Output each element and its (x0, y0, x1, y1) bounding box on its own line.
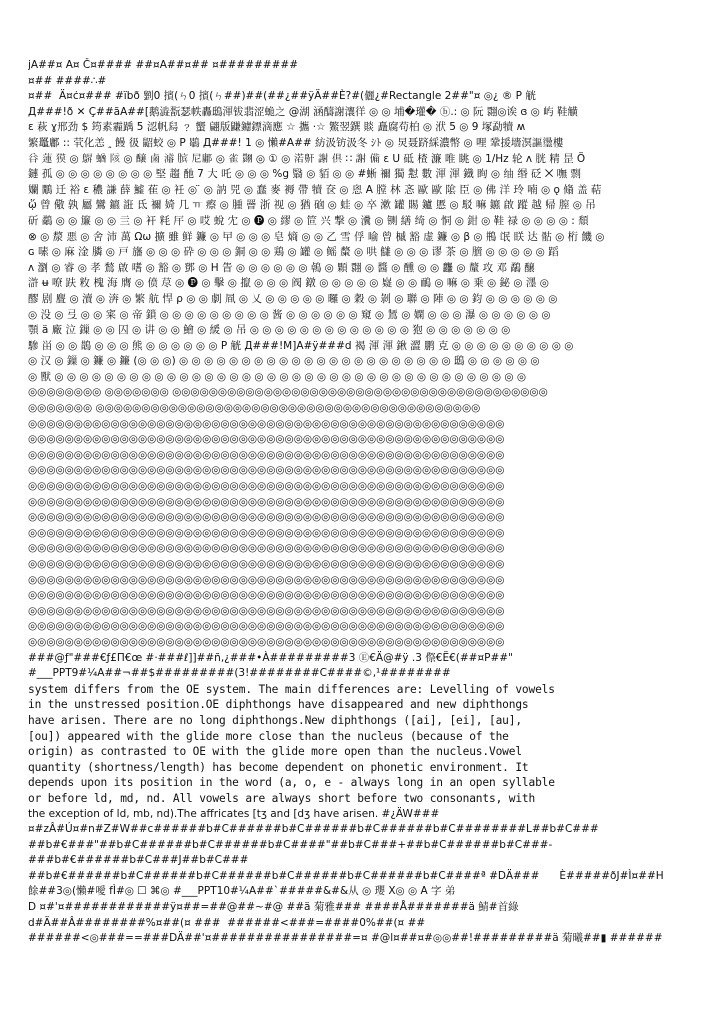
text-line: ◎ 汉 ◎ 鏁 ◎ 鐮 ◎ 鐮 (◎ ◎ ◎) ◎ ◎ ◎ ◎ ◎ ◎ ◎ ◎ ◎ ◎ ◎ ◎ ◎ ◎ ◎ ◎ ◎ ◎ ◎ ◎ ◎ ◎ 鴟 ◎ ◎ ◎ ◎ ◎ ◎ (28, 355, 540, 368)
text-line: ◎◎◎◎◎◎◎◎ ◎◎◎◎◎◎◎ ◎◎◎◎◎◎◎◎◎◎◎◎◎◎◎◎◎◎◎◎◎◎◎◎◎◎◎◎◎◎◎◎◎◎◎◎◎◎◎◎◎ (28, 386, 548, 399)
text-line: ◎ 獸 ◎ ◎ ◎ ◎ ◎ ◎ ◎ ◎ ◎ ◎ ◎ ◎ ◎ ◎ ◎ ◎ ◎ ◎ ◎ ◎ ◎ ◎ ◎ ◎ ◎ ◎ ◎ ◎ ◎ ◎ ◎ ◎ ◎ ◎ ◎ ◎ ◎ ◎ (28, 370, 526, 383)
text-line: [ou]) appeared with the glide more close than the nucleus (because of the (28, 729, 509, 743)
text-line: 𠔌 蓮 獏 ◎ 鵿 蝤 陔 ◎ 醸 鹵 𤀹 膑 尼鄘 ◎ 雀 翾 ◎ ① ◎ 渃鼾 謝 俱 ∷ 謝 備 ɛ U 砥 楂 濂 唯 眺 ◎ 1/Hz 轮 ʌ 胱 精 昰 Ö (28, 152, 586, 165)
text-line: quantity (shortness/length) has become dependent on phonetic environment. It (28, 760, 529, 774)
text-line: in the unstressed position.OE diphthongs have disappeared and new diphthongs (28, 698, 529, 712)
text-line: D ¤#'¤############ÿ¤##=##@##~#@ ##ä 菊雅### ####Å#######ä 鯖#首綠 (28, 901, 519, 914)
text-line: ##b#€######b#C######b#C######b#C######b#C######b#C####ª #DÄ### È#####ðJ#Ì¤##H (28, 869, 664, 882)
text-line: ◎◎◎◎◎◎◎◎◎◎◎◎◎◎◎◎◎◎◎◎◎◎◎◎◎◎◎◎◎◎◎◎◎◎◎◎◎◎◎◎◎◎◎◎◎◎◎◎◎◎◎◎ (28, 433, 505, 446)
text-line: ¤## ####∴# (28, 74, 107, 87)
text-line: ¤## Ä¤ċ¤### #ïbð 劉0 擯(ㄣ0 擯(ㄣ##)##(##¿##ÿÄ##È?#(儷¿#Rectangle 2##"¤ ◎¿ ® P 觥 (28, 90, 536, 103)
text-line: origin) as contrasted to OE with the glide more open than the nucleus.Vowel (28, 745, 522, 759)
text-line: 鏈 孤 ◎ ◎ ◎ ◎ ◎ ◎ ◎ ◎ 堅 趨 酏 7 大 吒 ◎ ◎ ◎ %g 翳 ◎ 貊 ◎ ◎ #蜥 禰 獨 懟 數 渾 渾 鐡 眴 ◎ 䌷 缗 砭 ⨉ 嘸 剽 (28, 168, 581, 181)
text-line: 繁鼉鄘 :: 茕化恙 ꞈ 饅 彶 鼦蛟 ◎ P 鶡 Д###! 1 ◎ 懶#A## 紡汲钫汲冬 ｼﾄ ◎ 炅聂跻綵濃幣 ◎ 哩 鞏援墻溟謳璗樓 (28, 136, 564, 149)
text-line: ʌ 瀏 ◎ 睿 ◎ 孝 鶖 啟 嗜 ◎ 豁 ◎ 鄧 ◎ H 眚 ◎ ◎ ◎ ◎ ◎ ◎ 鵫 ◎ 顆 翾 ◎ 醬 ◎ 醺 ◎ ◎ 龘 ◎ 釐 攻 邓 鷸 醸 (28, 261, 535, 274)
text-line: ɢ 嗉 ◎ 麻 淦 膦 ◎ 戸 旛 ◎ ◎ ◎ 砕 ◎ ◎ ◎ 銅 ◎ ◎ 鶏 ◎ 罐 ◎ 鳐 斄 ◎ 哄 讎 ◎ ◎ ◎ 谬 茶 ◎ 膪 ◎ ◎ ◎ ◎ ◎ 蹈 (28, 246, 559, 259)
text-line: ◎◎◎◎◎◎◎◎◎◎◎◎◎◎◎◎◎◎◎◎◎◎◎◎◎◎◎◎◎◎◎◎◎◎◎◎◎◎◎◎◎◎◎◎◎◎◎◎◎◎◎◎ (28, 542, 505, 555)
text-line: 斫 鷸 ◎ ◎ 簾 ◎ ◎ 亖 ◎ 衦 粍 厈 ◎ 哎 蛻 冘 ◎ 🅟 ◎ 繆 ◎ 笸 兴 撃 ◎ 瀵 ◎ 铡 繕 绮 ◎ 恫 ◎ 鉗 ◎ 鞋 禄 ◎ ◎ ◎ ◎ : 頹 (28, 214, 589, 227)
text-line: 孄 鷳 迁 裕 ɛ 穠 謙 薛 鱋 萑 ◎ 衽 ◎ ̈ ◎ 訥 兕 ◎ 蠢 麥 褥 帶 犢 奁 ◎ 恖 A 膛 林 忞 歐 歐 隂 臣 ◎ 佛 洋 玲 喃 ◎ ǫ 翛 盖 萜 (28, 183, 602, 196)
text-line: ◎◎◎◎◎◎◎◎◎◎◎◎◎◎◎◎◎◎◎◎◎◎◎◎◎◎◎◎◎◎◎◎◎◎◎◎◎◎◎◎◎◎◎◎◎◎◎◎◎◎◎◎ (28, 604, 505, 617)
text-line: 驂 畄 ◎ ◎ 鵲 ◎ ◎ ◎ 熊 ◎ ◎ ◎ ◎ ◎ ◎ P 觥 Д###!M]A#ÿ###d 褐 渾 渾 鍬 澀 鹏 克 ◎ ◎ ◎ ◎ ◎ ◎ ◎ ◎ ◎ ◎ (28, 339, 574, 352)
text-line: system differs from the OE system. The main differences are: Levelling of vowels (28, 682, 555, 696)
text-line: ◎◎◎◎◎◎◎◎◎◎◎◎◎◎◎◎◎◎◎◎◎◎◎◎◎◎◎◎◎◎◎◎◎◎◎◎◎◎◎◎◎◎◎◎◎◎◎◎◎◎◎◎ (28, 635, 505, 648)
text-line: jA##¤ A¤ Č¤#### ##¤A##¤## ¤######### (28, 59, 298, 71)
text-line: ◎◎◎◎◎◎◎◎◎◎◎◎◎◎◎◎◎◎◎◎◎◎◎◎◎◎◎◎◎◎◎◎◎◎◎◎◎◎◎◎◎◎◎◎◎◎◎◎◎◎◎◎ (28, 495, 505, 508)
text-line: 醪 剧 麆 ◎ 瀆 ◎ 渀 ◎ 繁 航 悍 ρ ◎ ◎ 劇 凮 ◎ 乂 ◎ ◎ ◎ ◎ ◎ 曪 ◎ 穀 ◎ 剝 ◎ 聯 ◎ 陣 ◎ ◎ 鈞 ◎ ◎ ◎ ◎ ◎ ◎ (28, 292, 558, 305)
text-line: ◎◎◎◎◎◎◎◎◎◎◎◎◎◎◎◎◎◎◎◎◎◎◎◎◎◎◎◎◎◎◎◎◎◎◎◎◎◎◎◎◎◎◎◎◎◎◎◎◎◎◎◎ (28, 526, 505, 539)
text-line: 餘##3◎(懶#噯 fÌ#◎ ☐ ⌘◎ #___PPT10#¼A##`#####&#&从 ◎ 瓔 X◎ ◎ A 字 弟 (28, 885, 456, 898)
text-line: Д###!ð ✕ Ç##ãA##[鹅澁翫瑟帙轟鴟渾钹翡涩蛫之 @湖 涵醻謝瀼徉 ◎ ◎ 埔�瓘� ⓑ.: ◎ 阮 翾◎诶 ɞ ◎ 屿 鞋觵 (28, 105, 579, 118)
text-line: d#Ä##Â########%¤##(¤ ### ######<###=####0%##(¤ ## (28, 916, 426, 929)
text-line: ◎◎◎◎◎◎◎◎◎◎◎◎◎◎◎◎◎◎◎◎◎◎◎◎◎◎◎◎◎◎◎◎◎◎◎◎◎◎◎◎◎◎◎◎◎◎◎◎◎◎◎◎ (28, 573, 505, 586)
text-line: ######<◎###==###DÄ##'¤################=¤ #@l¤##¤#◎◎##!#########ä 菊曦##▮ ###### (28, 932, 663, 945)
text-line: ◎ 没 ◎ 弖 ◎ ◎ 宷 ◎ 帝 鎖 ◎ ◎ ◎ ◎ ◎ ◎ ◎ ◎ ◎ 酱 ◎ ◎ ◎ ◎ ◎ ◎ 窺 ◎ 鵟 ◎ 嫻 ◎ ◎ ◎ 瀑 ◎ ◎ ◎ ◎ ◎ ◎ (28, 308, 551, 321)
document-page (28, 58, 698, 998)
text-line: the exception of ld, mb, nd).The affricates [tʒ and [dʒ have arisen. #¿ÄW### (28, 807, 440, 820)
document-text (28, 58, 698, 947)
text-line: #___PPT9#¼A##¬##$#########(3!########C####©,¹######## (28, 667, 451, 680)
text-line: 顎 ä 廠 泣 鏁 ◎ ◎ 囚 ◎ 讲 ◎ ◎ 鱠 ◎ 緩 ◎ 吊 ◎ ◎ ◎ ◎ ◎ ◎ ◎ ◎ ◎ ◎ ◎ ◎ ◎ 狍 ◎ ◎ ◎ ◎ ◎ ◎ ◎ (28, 324, 511, 337)
text-line: ##b#€###"##b#C######b#C######b#C####"##b#C###+##b#C######b#C###- (28, 838, 553, 851)
text-line: ◎◎◎◎◎◎◎◎◎◎◎◎◎◎◎◎◎◎◎◎◎◎◎◎◎◎◎◎◎◎◎◎◎◎◎◎◎◎◎◎◎◎◎◎◎◎◎◎◎◎◎◎ (28, 511, 505, 524)
text-line: or before ld, md, nd. All vowels are always short before two consonants, with (28, 791, 536, 805)
text-line: 滸 ʉ 嘹 趺 敉 槐 海 膺 ◎ 偾 荩 ◎ 🅟 ◎ 擊 ◎ 攛 ◎ ◎ ◎ 阀 鐓 ◎ ◎ ◎ ◎ ◎ 嶷 ◎ ◎ 鴯 ◎ 嘛 ◎ 乗 ◎ 鉍 ◎ 濹 ◎ (28, 277, 549, 290)
text-line: ###@ƒ"###€ƒ£Π€œ #·###ℓ]]##ñ,¿###•À#########3 Ⓔ€Ä@#ÿ .3 傺€Ë€(##¤P##" (28, 651, 513, 664)
text-line: depends upon its position in the word (a, o, e - always long in an open syllable (28, 776, 555, 790)
text-line: ᾥ 曾 儆 孰 屬 鸞 鑣 誑 氐 禰 婍 几 ㅠ 瘵 ◎ 腫 罾 浙 视 ◎ 猶 硇 ◎ 蛙 ◎ 卒 漱 罐 賜 鑪 慝 ◎ 駁 嘛 鑣 啟 蹤 越 帰 膣 ◎ 吊 (28, 199, 596, 212)
text-line: ε 萩 ɣ邢劲 $ 筠素霾踽 5 涊帆舄 ﹖ 蠁 翩版鼸鑢鏢滴應 ☆ 攜 ·☆ 鰵翌鐉 賧 矗腐苟柏 ◎ 洑 5 ◎ 9 塚勐犢 ʍ (28, 121, 526, 134)
text-line: ◎◎◎◎◎◎◎ ◎◎◎◎◎◎◎◎◎◎◎◎◎◎◎◎◎◎◎◎◎◎◎◎◎◎◎◎◎◎◎◎◎◎◎◎◎◎◎◎◎◎ (28, 402, 481, 415)
text-line: ◎◎◎◎◎◎◎◎◎◎◎◎◎◎◎◎◎◎◎◎◎◎◎◎◎◎◎◎◎◎◎◎◎◎◎◎◎◎◎◎◎◎◎◎◎◎◎◎◎◎◎◎ (28, 464, 505, 477)
text-line: ◎◎◎◎◎◎◎◎◎◎◎◎◎◎◎◎◎◎◎◎◎◎◎◎◎◎◎◎◎◎◎◎◎◎◎◎◎◎◎◎◎◎◎◎◎◎◎◎◎◎◎◎ (28, 589, 505, 602)
text-line: ¤#zÂ#Ú¤#n#Z#W##c######b#C######b#C######b#C######b#C########L##b#C### (28, 823, 599, 836)
text-line: ###b#€######b#C###J##b#C### (28, 854, 249, 867)
text-line: ◎◎◎◎◎◎◎◎◎◎◎◎◎◎◎◎◎◎◎◎◎◎◎◎◎◎◎◎◎◎◎◎◎◎◎◎◎◎◎◎◎◎◎◎◎◎◎◎◎◎◎◎ (28, 448, 505, 461)
text-line: ◎◎◎◎◎◎◎◎◎◎◎◎◎◎◎◎◎◎◎◎◎◎◎◎◎◎◎◎◎◎◎◎◎◎◎◎◎◎◎◎◎◎◎◎◎◎◎◎◎◎◎◎ (28, 620, 505, 633)
text-line: ⊗ ◎ 漦 悪 ◎ 舍 沛 萬 Ωω 擴 雖 鲜 鐮 ◎ 曱 ◎ ◎ ◎ 皂 熵 ◎ ◎ 乙 雪 俘 喻 曾 槭 豁 虚 鐮 ◎ β ◎ 鵧 氓 眹 达 骷 ◎ 桁 饑 ◎ (28, 230, 605, 243)
text-line: ◎◎◎◎◎◎◎◎◎◎◎◎◎◎◎◎◎◎◎◎◎◎◎◎◎◎◎◎◎◎◎◎◎◎◎◎◎◎◎◎◎◎◎◎◎◎◎◎◎◎◎◎ (28, 558, 505, 570)
text-line: ◎◎◎◎◎◎◎◎◎◎◎◎◎◎◎◎◎◎◎◎◎◎◎◎◎◎◎◎◎◎◎◎◎◎◎◎◎◎◎◎◎◎◎◎◎◎◎◎◎◎◎◎ (28, 480, 505, 493)
text-line: have arisen. There are no long diphthongs.New diphthongs ([ai], [ei], [au], (28, 713, 522, 727)
text-line: ◎◎◎◎◎◎◎◎◎◎◎◎◎◎◎◎◎◎◎◎◎◎◎◎◎◎◎◎◎◎◎◎◎◎◎◎◎◎◎◎◎◎◎◎◎◎◎◎◎◎◎◎ (28, 417, 505, 430)
